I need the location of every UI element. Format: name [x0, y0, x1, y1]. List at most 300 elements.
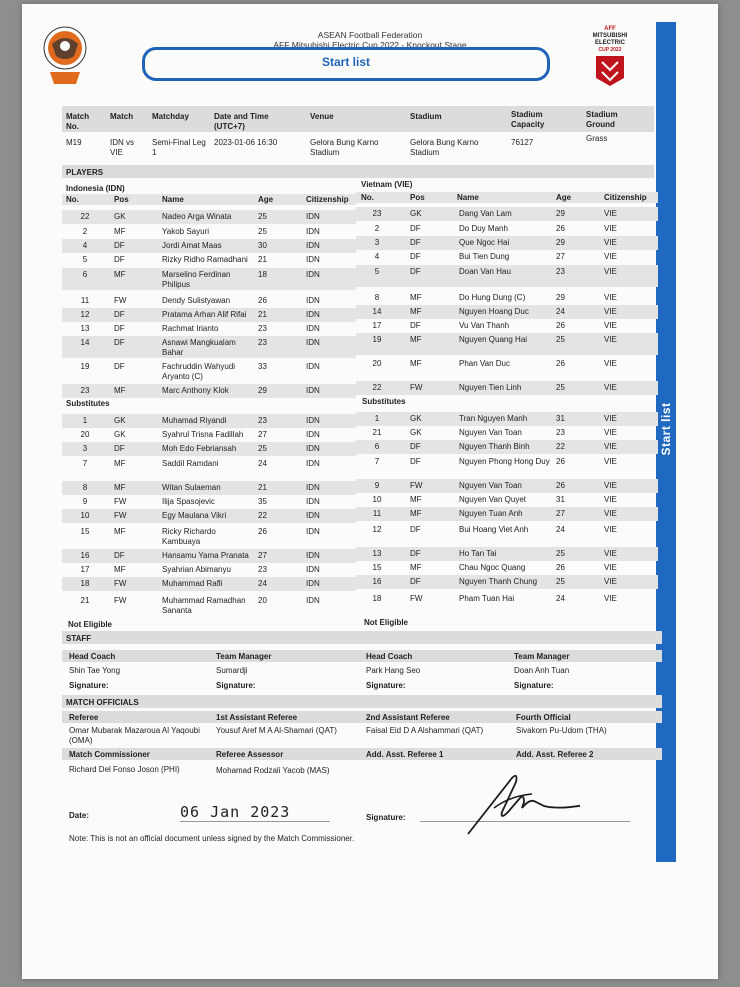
player-position: GK	[114, 212, 126, 221]
player-name: Ho Tan Tai	[459, 549, 497, 558]
player-number: 8	[82, 483, 88, 492]
player-citizenship: IDN	[306, 430, 320, 439]
col-header-no: No.	[66, 195, 79, 204]
fourth-official-label: Fourth Official	[516, 713, 571, 722]
player-number: 12	[372, 525, 382, 534]
commissioner-label: Match Commissioner	[69, 750, 150, 759]
player-citizenship: VIE	[604, 307, 617, 316]
player-citizenship: IDN	[306, 324, 320, 333]
players-band	[62, 165, 654, 178]
player-position: FW	[410, 594, 423, 603]
player-name: Ilija Spasojevic	[162, 497, 215, 506]
player-age: 23	[556, 428, 565, 437]
player-position: DF	[410, 238, 421, 247]
staff-label: STAFF	[66, 634, 92, 643]
player-number: 9	[374, 481, 380, 490]
player-name: Egy Maulana Vikri	[162, 511, 227, 520]
player-age: 31	[556, 495, 565, 504]
player-age: 33	[258, 362, 267, 371]
player-name: Nguyen Thanh Chung	[459, 577, 538, 586]
ar1-label: 1st Assistant Referee	[216, 713, 298, 722]
player-name: Nguyen Van Toan	[459, 428, 522, 437]
commissioner-signature	[440, 768, 580, 838]
player-position: MF	[410, 307, 422, 316]
player-number: 16	[372, 577, 382, 586]
footer-signature-label: Signature:	[366, 813, 406, 822]
player-number: 15	[372, 563, 382, 572]
player-position: MF	[410, 293, 422, 302]
substitutes-label: Substitutes	[362, 397, 406, 406]
signature-label-1: Signature:	[69, 681, 109, 690]
player-number: 13	[80, 324, 90, 333]
player-citizenship: VIE	[604, 209, 617, 218]
player-position: DF	[410, 442, 421, 451]
capacity-value: 76127	[511, 138, 534, 147]
player-position: MF	[410, 359, 422, 368]
player-name: Yakob Sayuri	[162, 227, 209, 236]
player-position: MF	[410, 509, 422, 518]
player-citizenship: IDN	[306, 551, 320, 560]
date-underline	[180, 821, 330, 822]
player-number: 11	[80, 296, 90, 305]
col-header-pos: Pos	[114, 195, 129, 204]
team-name-vietnam: Vietnam (VIE)	[361, 180, 413, 189]
player-position: FW	[114, 497, 127, 506]
player-age: 22	[258, 511, 267, 520]
player-name: Nguyen Hoang Duc	[459, 307, 529, 316]
player-age: 31	[556, 414, 565, 423]
player-number: 10	[372, 495, 382, 504]
date-label: Date:	[69, 811, 90, 820]
player-position: DF	[114, 551, 125, 560]
player-age: 29	[258, 386, 267, 395]
player-position: DF	[114, 362, 125, 371]
player-number: 17	[372, 321, 382, 330]
logo-line-2: MITSUBISHI	[592, 33, 628, 39]
fourth-official-name: Sivakorn Pu-Udom (THA)	[516, 726, 607, 735]
players-label: PLAYERS	[66, 168, 104, 177]
player-age: 23	[258, 338, 267, 347]
player-citizenship: IDN	[306, 527, 320, 536]
player-position: MF	[114, 527, 126, 536]
player-age: 24	[556, 525, 565, 534]
vie-head-coach-label: Head Coach	[366, 652, 413, 661]
player-number: 1	[82, 416, 88, 425]
col-ground: Stadium Ground	[586, 110, 618, 129]
player-name: Muhamad Riyandi	[162, 416, 227, 425]
player-name: Muhammad Ramadhan Sananta	[162, 596, 246, 615]
player-citizenship: VIE	[604, 495, 617, 504]
player-number: 14	[372, 307, 382, 316]
player-citizenship: VIE	[604, 457, 617, 466]
player-number: 3	[374, 238, 380, 247]
referee-label: Referee	[69, 713, 99, 722]
ground-value: Grass	[586, 134, 608, 143]
player-citizenship: IDN	[306, 497, 320, 506]
player-position: FW	[114, 511, 127, 520]
player-age: 21	[258, 483, 267, 492]
col-stadium: Stadium	[410, 112, 442, 121]
player-citizenship: VIE	[604, 525, 617, 534]
player-position: MF	[114, 270, 126, 279]
col-header-name: Name	[162, 195, 184, 204]
vie-team-manager: Doan Anh Tuan	[514, 666, 570, 675]
signature-label-2: Signature:	[216, 681, 256, 690]
player-position: MF	[114, 483, 126, 492]
player-citizenship: IDN	[306, 596, 320, 605]
col-header-cit: Citizenship	[604, 193, 647, 202]
player-citizenship: IDN	[306, 483, 320, 492]
player-citizenship: IDN	[306, 227, 320, 236]
player-age: 25	[258, 227, 267, 236]
player-name: Nguyen Van Toan	[459, 481, 522, 490]
signature-label-4: Signature:	[514, 681, 554, 690]
player-citizenship: IDN	[306, 212, 320, 221]
player-position: DF	[410, 267, 421, 276]
player-citizenship: IDN	[306, 270, 320, 279]
player-citizenship: IDN	[306, 459, 320, 468]
player-age: 24	[556, 307, 565, 316]
player-age: 27	[258, 551, 267, 560]
player-position: GK	[410, 209, 422, 218]
player-position: MF	[114, 565, 126, 574]
player-citizenship: IDN	[306, 416, 320, 425]
player-name: Syahrian Abimanyu	[162, 565, 231, 574]
player-name: Que Ngoc Hai	[459, 238, 510, 247]
add-asst-1-label: Add. Asst. Referee 1	[366, 750, 444, 759]
player-name: Marc Anthony Klok	[162, 386, 229, 395]
player-number: 3	[82, 444, 88, 453]
col-header-age: Age	[258, 195, 274, 204]
player-name: Tran Nguyen Manh	[459, 414, 528, 423]
vie-team-manager-label: Team Manager	[514, 652, 570, 661]
player-age: 22	[556, 442, 565, 451]
player-age: 26	[556, 563, 565, 572]
player-age: 26	[556, 457, 565, 466]
player-citizenship: IDN	[306, 444, 320, 453]
player-name: Pratama Arhan Alif Rifai	[162, 310, 247, 319]
player-number: 4	[82, 241, 88, 250]
player-age: 30	[258, 241, 267, 250]
player-number: 23	[372, 209, 382, 218]
player-name: Saddil Ramdani	[162, 459, 219, 468]
col-header-no: No.	[361, 193, 374, 202]
player-age: 29	[556, 209, 565, 218]
player-position: DF	[114, 338, 125, 347]
player-age: 26	[556, 321, 565, 330]
player-number: 19	[372, 335, 382, 344]
idn-head-coach-label: Head Coach	[69, 652, 116, 661]
federation-name: ASEAN Football Federation	[317, 30, 423, 40]
player-name: Pham Tuan Hai	[459, 594, 515, 603]
player-citizenship: IDN	[306, 296, 320, 305]
player-name: Fachruddin Wahyudi Aryanto (C)	[162, 362, 236, 381]
player-citizenship: VIE	[604, 335, 617, 344]
player-name: Muhammad Rafli	[162, 579, 223, 588]
player-number: 22	[372, 383, 382, 392]
player-position: MF	[410, 563, 422, 572]
player-citizenship: IDN	[306, 511, 320, 520]
player-number: 18	[372, 594, 382, 603]
idn-head-coach: Shin Tae Yong	[69, 666, 121, 675]
col-match-no: Match No.	[66, 112, 90, 131]
player-number: 12	[80, 310, 90, 319]
stadium-value: Gelora Bung Karno Stadium	[410, 138, 479, 157]
player-name: Jordi Amat Maas	[162, 241, 222, 250]
assessor-label: Referee Assessor	[216, 750, 284, 759]
player-position: FW	[114, 296, 127, 305]
ar1-name: Yousuf Aref M A Al-Shamari (QAT)	[216, 726, 337, 735]
player-name: Rizky Ridho Ramadhani	[162, 255, 248, 264]
logo-line-1: AFF	[604, 26, 616, 32]
player-position: DF	[410, 321, 421, 330]
player-number: 1	[374, 414, 380, 423]
logo-line-3: ELECTRIC	[595, 40, 625, 46]
not-eligible-label: Not Eligible	[364, 618, 408, 627]
staff-band	[62, 631, 662, 644]
player-number: 17	[80, 565, 90, 574]
player-name: Syahrul Trisna Fadillah	[162, 430, 244, 439]
player-number: 2	[82, 227, 88, 236]
officials-band	[62, 695, 662, 708]
player-age: 24	[258, 579, 267, 588]
player-number: 15	[80, 527, 90, 536]
player-citizenship: IDN	[306, 565, 320, 574]
not-eligible-label: Not Eligible	[68, 620, 112, 629]
player-citizenship: VIE	[604, 481, 617, 490]
player-age: 25	[556, 549, 565, 558]
player-number: 10	[80, 511, 90, 520]
ar2-label: 2nd Assistant Referee	[366, 713, 450, 722]
player-citizenship: VIE	[604, 321, 617, 330]
asean-football-federation-logo	[42, 22, 88, 90]
match-no-value: M19	[66, 138, 82, 147]
team-name-indonesia: Indonesia (IDN)	[66, 184, 125, 193]
player-name: Do Hung Dung (C)	[459, 293, 526, 302]
player-number: 4	[374, 252, 380, 261]
commissioner-name: Richard Del Fonso Joson (PHI)	[69, 765, 180, 774]
player-citizenship: IDN	[306, 386, 320, 395]
date-value: 06 Jan 2023	[180, 803, 291, 821]
player-citizenship: VIE	[604, 252, 617, 261]
player-name: Dendy Sulistyawan	[162, 296, 231, 305]
player-number: 7	[82, 459, 88, 468]
player-citizenship: VIE	[604, 238, 617, 247]
col-header-pos: Pos	[410, 193, 425, 202]
officials-header-band	[62, 711, 662, 723]
side-banner	[656, 22, 676, 862]
player-citizenship: VIE	[604, 509, 617, 518]
player-number: 16	[80, 551, 90, 560]
player-citizenship: VIE	[604, 383, 617, 392]
player-name: Nguyen Tuan Anh	[459, 509, 523, 518]
referee-name: Omar Mubarak Mazaroua Al Yaqoubi (OMA)	[69, 726, 200, 745]
player-name: Phan Van Duc	[459, 359, 510, 368]
player-position: MF	[114, 227, 126, 236]
signature-label-3: Signature:	[366, 681, 406, 690]
player-number: 20	[372, 359, 382, 368]
player-age: 23	[258, 324, 267, 333]
player-position: MF	[114, 386, 126, 395]
player-citizenship: VIE	[604, 428, 617, 437]
player-number: 5	[82, 255, 88, 264]
player-citizenship: VIE	[604, 594, 617, 603]
player-age: 20	[258, 596, 267, 605]
player-name: Chau Ngoc Quang	[459, 563, 526, 572]
player-citizenship: IDN	[306, 362, 320, 371]
col-header-name: Name	[457, 193, 479, 202]
player-number: 8	[374, 293, 380, 302]
player-age: 27	[258, 430, 267, 439]
player-position: DF	[114, 241, 125, 250]
player-age: 26	[556, 359, 565, 368]
player-number: 21	[80, 596, 90, 605]
player-age: 26	[258, 527, 267, 536]
player-citizenship: IDN	[306, 579, 320, 588]
player-name: Marselino Ferdinan Philipus	[162, 270, 231, 289]
player-age: 21	[258, 310, 267, 319]
player-age: 25	[258, 212, 267, 221]
player-position: FW	[114, 579, 127, 588]
player-number: 11	[372, 509, 382, 518]
player-citizenship: IDN	[306, 255, 320, 264]
col-capacity: Stadium Capacity	[511, 110, 545, 129]
player-number: 18	[80, 579, 90, 588]
player-name: Vu Van Thanh	[459, 321, 510, 330]
player-age: 26	[556, 481, 565, 490]
player-age: 21	[258, 255, 267, 264]
player-age: 27	[556, 252, 565, 261]
logo-line-4: CUP 2022	[598, 47, 622, 53]
player-name: Rachmat Irianto	[162, 324, 219, 333]
player-position: FW	[410, 481, 423, 490]
player-name: Doan Van Hau	[459, 267, 511, 276]
player-age: 23	[556, 267, 565, 276]
player-position: MF	[410, 495, 422, 504]
player-number: 22	[80, 212, 90, 221]
player-age: 26	[258, 296, 267, 305]
player-name: Asnawi Mangkualam Bahar	[162, 338, 236, 357]
venue-value: Gelora Bung Karno Stadium	[310, 138, 379, 157]
player-position: DF	[114, 255, 125, 264]
player-age: 24	[556, 594, 565, 603]
player-position: MF	[410, 335, 422, 344]
player-name: Nguyen Tien Linh	[459, 383, 522, 392]
player-name: Dang Van Lam	[459, 209, 512, 218]
player-position: GK	[410, 414, 422, 423]
player-number: 5	[374, 267, 380, 276]
player-age: 18	[258, 270, 267, 279]
player-position: DF	[410, 252, 421, 261]
player-name: Nguyen Quang Hai	[459, 335, 528, 344]
col-header-age: Age	[556, 193, 572, 202]
player-number: 23	[80, 386, 90, 395]
player-name: Nadeo Arga Winata	[162, 212, 232, 221]
idn-team-manager-label: Team Manager	[216, 652, 272, 661]
staff-header-band	[62, 650, 662, 662]
col-matchday: Matchday	[152, 112, 189, 121]
player-number: 2	[374, 224, 380, 233]
player-name: Witan Sulaeman	[162, 483, 221, 492]
col-match: Match	[110, 112, 134, 121]
player-age: 26	[556, 224, 565, 233]
player-number: 6	[374, 442, 380, 451]
player-citizenship: IDN	[306, 310, 320, 319]
player-number: 14	[80, 338, 90, 347]
player-name: Nguyen Van Quyet	[459, 495, 527, 504]
player-position: DF	[114, 324, 125, 333]
player-number: 13	[372, 549, 382, 558]
player-position: GK	[410, 428, 422, 437]
col-datetime: Date and Time (UTC+7)	[214, 112, 269, 131]
side-title: Start list	[659, 402, 673, 456]
player-position: MF	[114, 459, 126, 468]
assessor-name: Mohamad Rodzali Yacob (MAS)	[216, 766, 330, 775]
player-position: DF	[114, 310, 125, 319]
player-age: 23	[258, 416, 267, 425]
officials-label: MATCH OFFICIALS	[66, 698, 139, 707]
player-name: Ricky Richardo Kambuaya	[162, 527, 216, 546]
player-age: 25	[556, 335, 565, 344]
player-age: 29	[556, 293, 565, 302]
footer-note: Note: This is not an official document unless signed by the Match Commissioner.	[69, 834, 355, 843]
player-citizenship: VIE	[604, 359, 617, 368]
player-name: Hansamu Yama Pranata	[162, 551, 249, 560]
player-position: GK	[114, 416, 126, 425]
player-position: DF	[410, 577, 421, 586]
datetime-value: 2023-01-06 16:30	[214, 138, 278, 147]
competition-name: AFF Mitsubishi Electric Cup 2022 - Knockout Stage	[273, 40, 467, 50]
player-number: 21	[372, 428, 382, 437]
vie-head-coach: Park Hang Seo	[366, 666, 421, 675]
player-name: Nguyen Thanh Binh	[459, 442, 530, 451]
player-age: 23	[258, 565, 267, 574]
aff-mitsubishi-electric-cup-logo	[590, 22, 630, 88]
substitutes-label: Substitutes	[66, 399, 110, 408]
player-citizenship: VIE	[604, 414, 617, 423]
player-age: 25	[258, 444, 267, 453]
col-venue: Venue	[310, 112, 334, 121]
player-citizenship: VIE	[604, 224, 617, 233]
player-citizenship: VIE	[604, 549, 617, 558]
ar2-name: Faisal Eid D A Alshammari (QAT)	[366, 726, 484, 735]
add-asst-2-label: Add. Asst. Referee 2	[516, 750, 594, 759]
player-position: FW	[114, 596, 127, 605]
page-title: Start list	[321, 55, 370, 69]
matchday-value: Semi-Final Leg 1	[152, 138, 206, 157]
col-header-cit: Citizenship	[306, 195, 349, 204]
player-number: 6	[82, 270, 88, 279]
player-number: 19	[80, 362, 90, 371]
player-citizenship: VIE	[604, 563, 617, 572]
player-citizenship: IDN	[306, 241, 320, 250]
player-citizenship: IDN	[306, 338, 320, 347]
player-age: 24	[258, 459, 267, 468]
player-age: 25	[556, 383, 565, 392]
player-position: DF	[410, 525, 421, 534]
player-age: 25	[556, 577, 565, 586]
player-age: 35	[258, 497, 267, 506]
player-position: DF	[410, 457, 421, 466]
player-number: 9	[82, 497, 88, 506]
player-age: 29	[556, 238, 565, 247]
player-citizenship: VIE	[604, 442, 617, 451]
title-banner	[142, 47, 550, 81]
match-value: IDN vs VIE	[110, 138, 134, 157]
player-name: Bui Hoang Viet Anh	[459, 525, 529, 534]
idn-team-manager: Sumardji	[216, 666, 248, 675]
player-citizenship: VIE	[604, 577, 617, 586]
